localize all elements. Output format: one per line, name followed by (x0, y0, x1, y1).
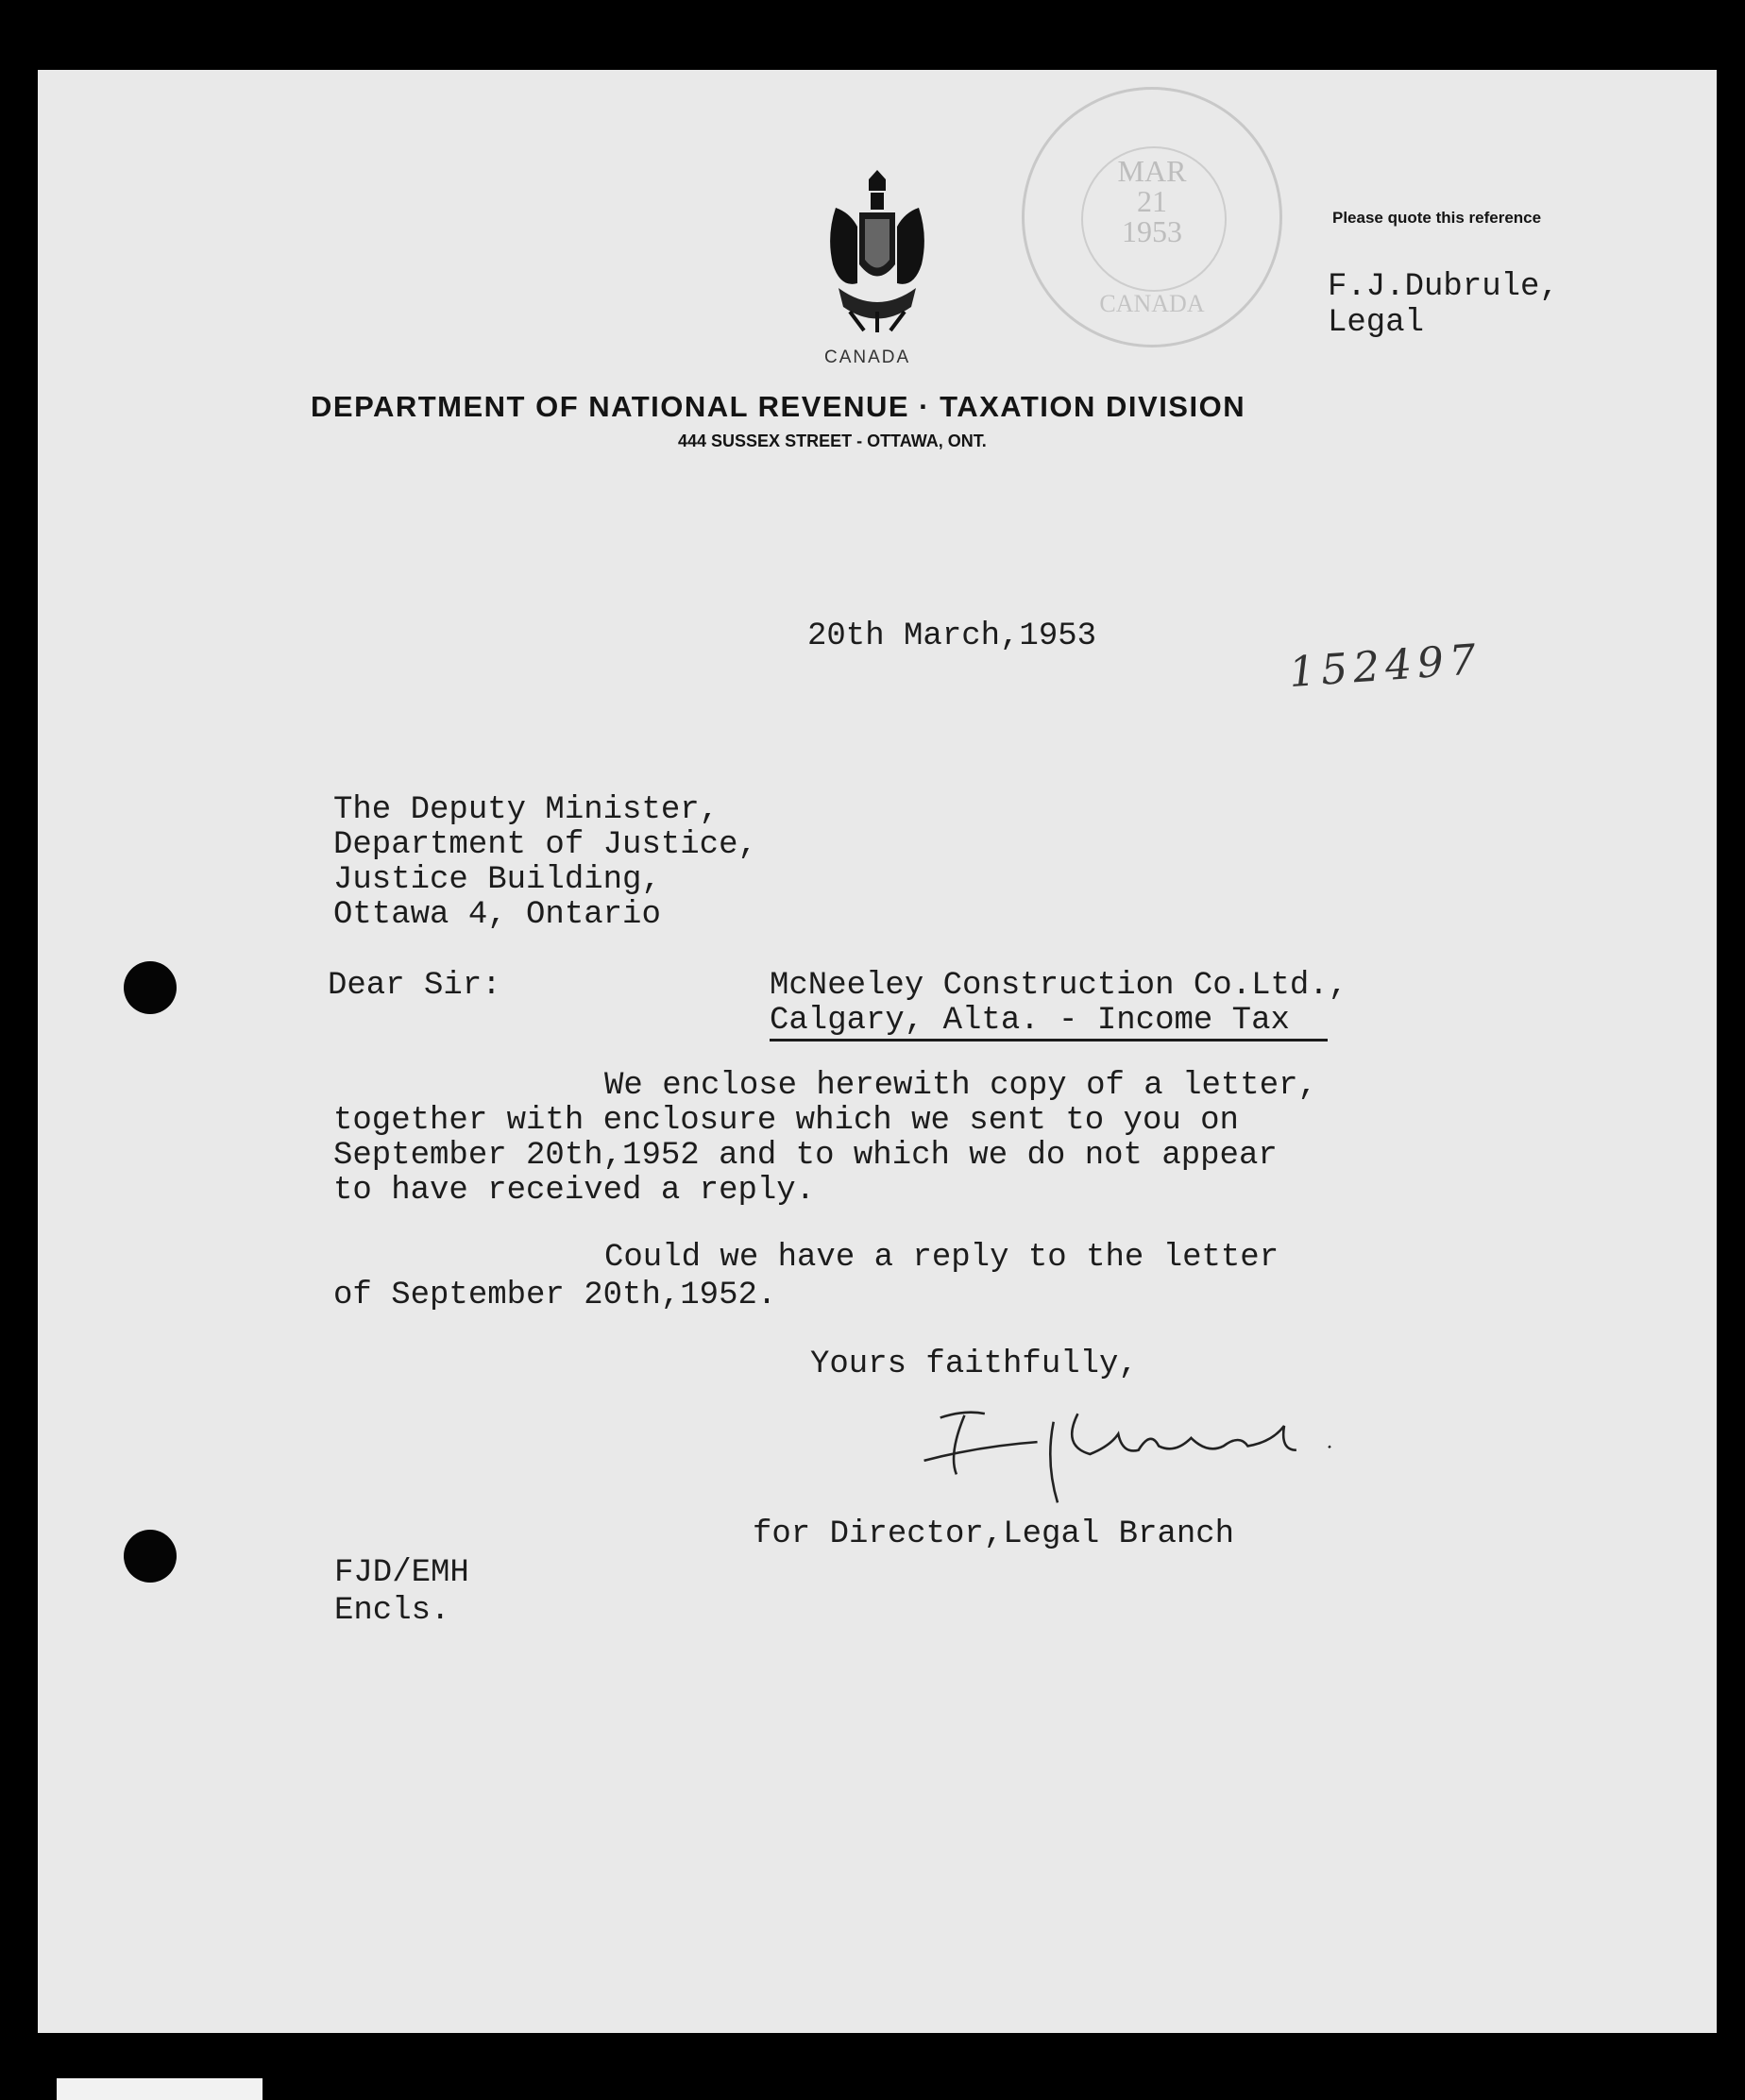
letter-date: 20th March,1953 (807, 618, 1097, 654)
recipient-line: Justice Building, (333, 862, 661, 898)
department-heading: DEPARTMENT OF NATIONAL REVENUE · TAXATION DIVISION (311, 390, 1246, 423)
body-line: Could we have a reply to the letter (604, 1240, 1279, 1276)
closing: Yours faithfully, (810, 1346, 1138, 1382)
body-line: of September 20th,1952. (333, 1278, 777, 1313)
stamp-day: 21 (1137, 184, 1167, 218)
subject-line: McNeeley Construction Co.Ltd., (770, 968, 1348, 1004)
page-tab (57, 2078, 263, 2100)
recipient-line: Department of Justice, (333, 827, 757, 863)
signature-title: for Director,Legal Branch (753, 1516, 1235, 1552)
coat-of-arms-icon (822, 170, 933, 335)
stamp-month: MAR (1117, 154, 1187, 188)
reference-dept: Legal (1328, 305, 1425, 341)
body-line: together with enclosure which we sent to you on (333, 1103, 1239, 1139)
recipient-line: Ottawa 4, Ontario (333, 897, 661, 933)
enclosures-note: Encls. (334, 1593, 450, 1629)
recipient-address (333, 793, 757, 933)
body-line: to have received a reply. (333, 1173, 816, 1209)
punch-hole (124, 961, 177, 1014)
stamp-ring-bottom: CANADA (1099, 290, 1205, 317)
department-address: 444 SUSSEX STREET - OTTAWA, ONT. (678, 432, 987, 450)
reference-name: F.J.Dubrule, (1328, 269, 1559, 305)
subject-line: Calgary, Alta. - Income Tax (770, 1004, 1328, 1042)
handwritten-file-number: 152497 (1287, 635, 1483, 698)
reference-label: Please quote this reference (1332, 209, 1542, 227)
typist-initials: FJD/EMH (334, 1555, 469, 1591)
salutation: Dear Sir: (328, 968, 501, 1004)
signature-icon (878, 1397, 1407, 1511)
recipient-line: The Deputy Minister, (333, 792, 720, 828)
body-line: September 20th,1952 and to which we do not appear (333, 1138, 1278, 1174)
punch-hole (124, 1530, 177, 1583)
stamp-year: 1953 (1122, 214, 1182, 248)
body-line: We enclose herewith copy of a letter, (604, 1068, 1317, 1104)
country-label: CANADA (824, 347, 911, 367)
received-stamp (1022, 87, 1282, 347)
